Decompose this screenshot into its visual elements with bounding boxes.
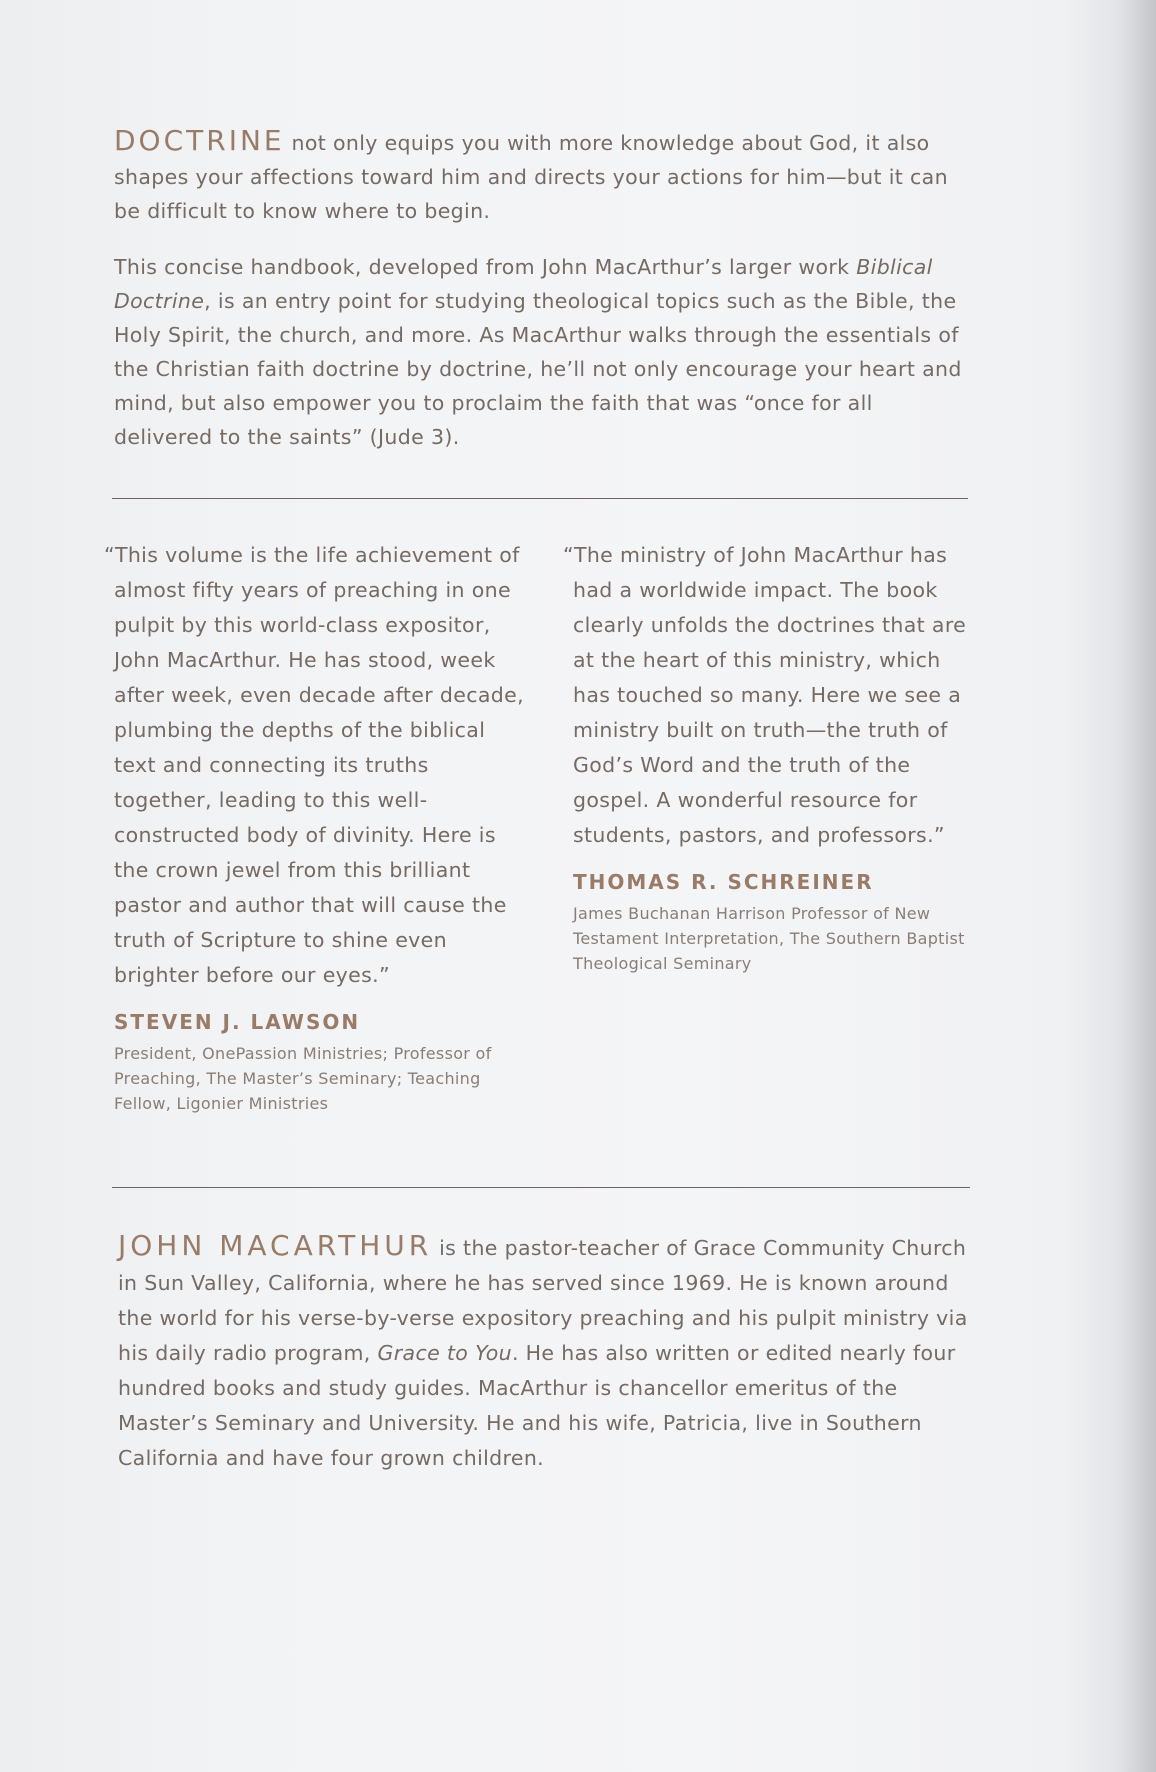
divider-bottom xyxy=(112,1187,970,1188)
endorsement-quote: “The ministry of John MacArthur has had a worldwide impact. The book clearly unfolds the doctrines that are at the heart of this ministry, which has touched so many. Here we see a ministry built on truth—the truth of God’s Word and the truth of the gospel. A wonderful resource for students, pastors, and professors.” xyxy=(563,543,967,847)
intro-lead-word: DOCTRINE xyxy=(114,124,285,157)
endorser-role: James Buchanan Harrison Professor of New Testament Interpretation, The Southern Baptist Theological Seminary xyxy=(573,904,965,973)
intro-paragraph-2-text-b: , is an entry point for studying theological topics such as the Bible, the Holy Spirit, the church, and more. As MacArthur walks through the essentials of the Christian faith doctrine by doctrine, he’ll not only encourage your heart and mind, but also empower you to proclaim the faith that was “once for all delivered to the saints” (Jude 3). xyxy=(114,289,962,449)
endorsement-schreiner xyxy=(563,538,983,976)
endorser-name: THOMAS R. SCHREINER xyxy=(573,870,874,894)
book-title-biblical-doctrine: Biblical Doctrine xyxy=(114,255,933,313)
endorser-name: STEVEN J. LAWSON xyxy=(114,1010,361,1034)
endorser-role: President, OnePassion Ministries; Professor of Preaching, The Master’s Seminary; Teaching Fellow, Ligonier Ministries xyxy=(114,1044,492,1113)
author-bio xyxy=(118,1228,978,1476)
intro-paragraph-1 xyxy=(114,124,974,228)
intro-paragraph-2 xyxy=(114,250,974,454)
author-bio-text-a: is the pastor-teacher of Grace Community Church in Sun Valley, California, where he has served since 1969. He is known around the world for his verse-by-verse expository preaching and his pulpit ministry via his daily radio program, xyxy=(118,1236,968,1365)
divider-top xyxy=(112,498,968,499)
endorsement-lawson xyxy=(104,538,524,1116)
radio-program-title: Grace to You xyxy=(377,1341,512,1365)
intro-paragraph-2-text-a: This concise handbook, developed from John MacArthur’s larger work xyxy=(114,255,857,279)
author-bio-section xyxy=(118,1228,978,1476)
intro-section xyxy=(114,124,974,454)
intro-paragraph-1-text: not only equips you with more knowledge about God, it also shapes your affections toward him and directs your actions for him—but it can be difficult to know where to begin. xyxy=(114,131,948,223)
author-bio-text-b: . He has also written or edited nearly four hundred books and study guides. MacArthur is chancellor emeritus of the Master’s Seminary and University. He and his wife, Patricia, live in Southern California and have four grown children. xyxy=(118,1341,956,1470)
endorsement-quote: “This volume is the life achievement of almost fifty years of preaching in one pulpit by this world-class expositor, John MacArthur. He has stood, week after week, even decade after decade, plumbing the depths of the biblical text and connecting its truths together, leading to this well-constructed body of divinity. Here is the crown jewel from this brilliant pastor and author that will cause the truth of Scripture to shine even brighter before our eyes.” xyxy=(104,543,524,987)
cover-edge-shadow xyxy=(1116,0,1156,1772)
author-name: JOHN MACARTHUR xyxy=(118,1229,433,1262)
